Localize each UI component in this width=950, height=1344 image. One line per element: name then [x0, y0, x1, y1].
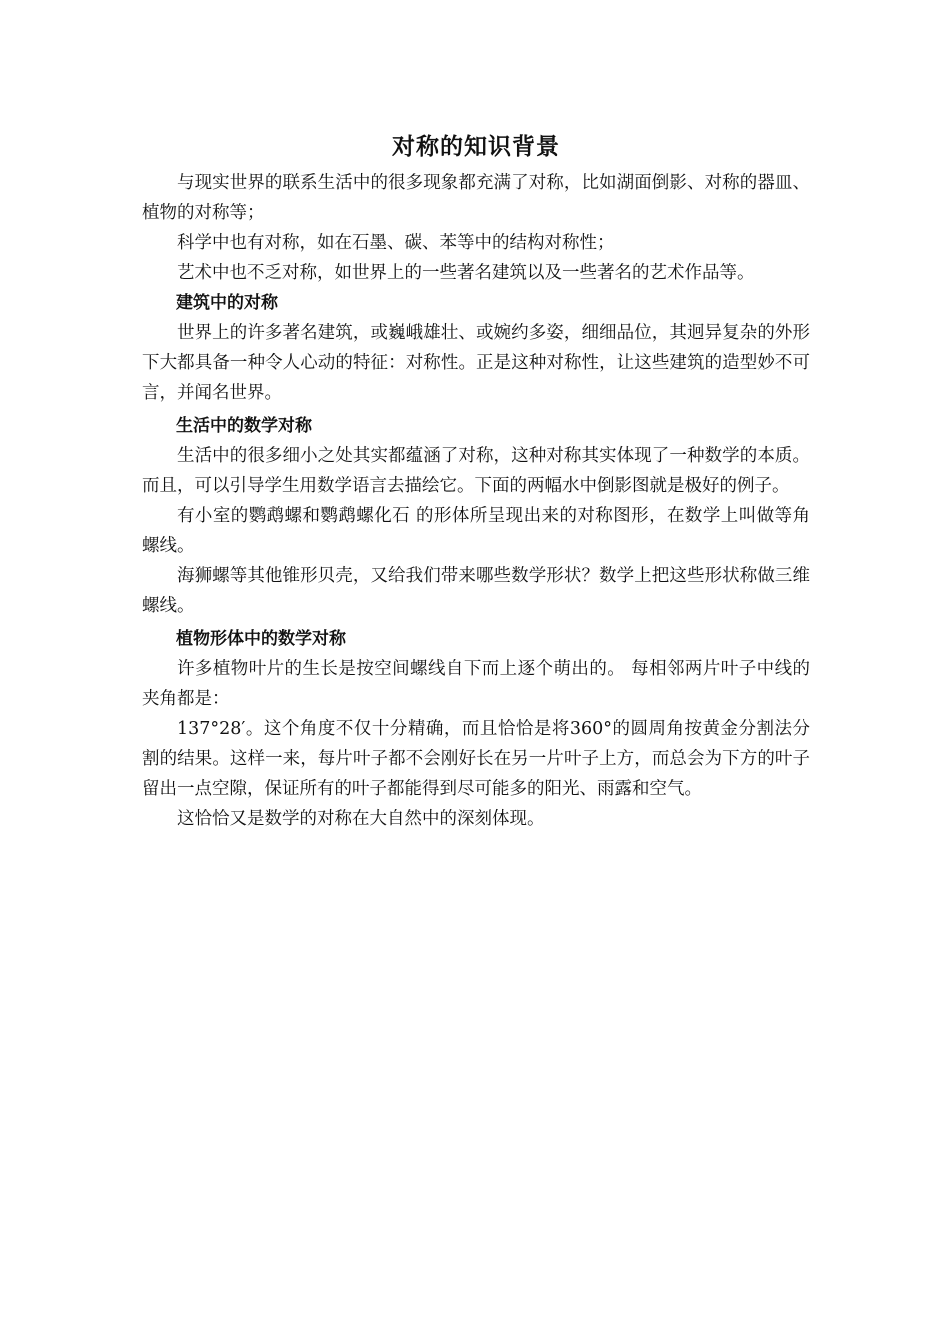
section-paragraph: 生活中的很多细小之处其实都蕴涵了对称，这种对称其实体现了一种数学的本质。而且，可以引导学生用数学语言去描绘它。下面的两幅水中倒影图就是极好的例子。: [142, 446, 810, 496]
section-paragraph: 许多植物叶片的生长是按空间螺线自下而上逐个萌出的。 每相邻两片叶子中线的夹角都是：: [142, 659, 810, 709]
section-paragraph: 有小室的鹦鹉螺和鹦鹉螺化石 的形体所呈现出来的对称图形，在数学上叫做等角螺线。: [142, 506, 810, 556]
section-paragraph: 这恰恰又是数学的对称在大自然中的深刻体现。: [177, 809, 545, 829]
section-heading-plant-math: 植物形体中的数学对称: [176, 629, 346, 649]
section-heading-architecture: 建筑中的对称: [176, 293, 278, 313]
intro-paragraph: 艺术中也不乏对称，如世界上的一些著名建筑以及一些著名的艺术作品等。: [177, 263, 755, 283]
section-paragraph: 137°28′。这个角度不仅十分精确，而且恰恰是将360°的圆周角按黄金分割法分割的结果。这样一来，每片叶子都不会刚好长在另一片叶子上方，而总会为下方的叶子留出一点空隙，保证所有的叶子都能得到尽可能多的阳光、雨露和空气。: [142, 719, 810, 799]
document-page: [142, 130, 810, 834]
intro-paragraph: 科学中也有对称，如在石墨、碳、苯等中的结构对称性；: [177, 233, 615, 253]
section-heading-life-math: 生活中的数学对称: [176, 416, 312, 436]
section-paragraph: 海狮螺等其他锥形贝壳，又给我们带来哪些数学形状？数学上把这些形状称做三维螺线。: [142, 566, 810, 616]
section-paragraph: 世界上的许多著名建筑，或巍峨雄壮、或婉约多姿，细细品位，其迥异复杂的外形下大都具备一种令人心动的特征：对称性。正是这种对称性，让这些建筑的造型妙不可言，并闻名世界。: [142, 323, 810, 403]
intro-paragraph: 与现实世界的联系生活中的很多现象都充满了对称，比如湖面倒影、对称的器皿、植物的对称等；: [142, 173, 810, 223]
document-title: 对称的知识背景: [392, 134, 560, 160]
